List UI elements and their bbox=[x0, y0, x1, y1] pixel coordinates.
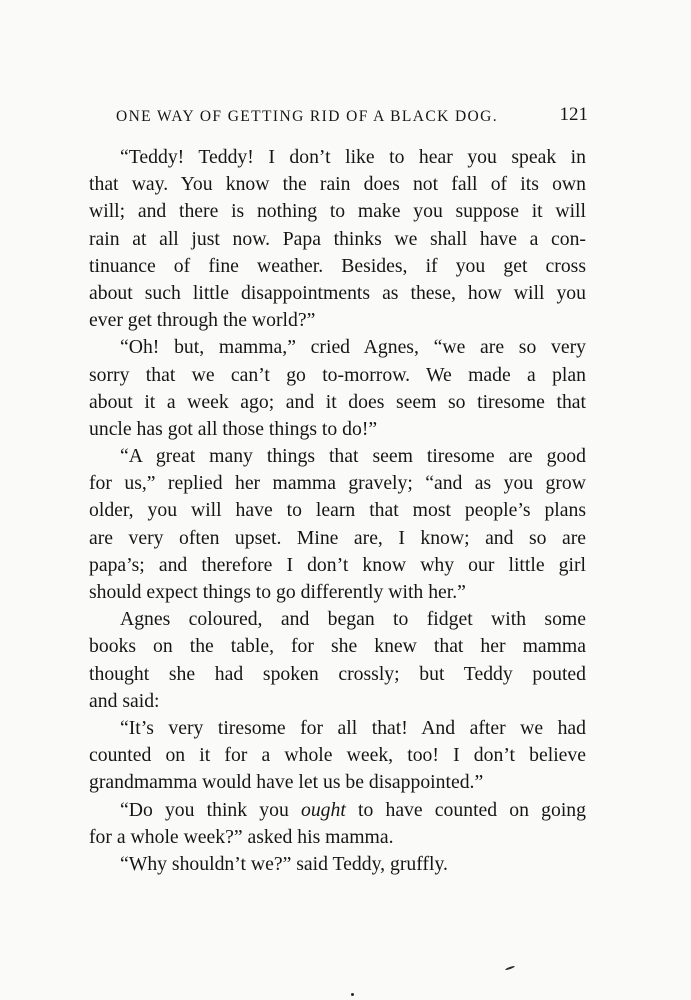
page-number: 121 bbox=[559, 104, 588, 125]
text-line: are very often upset. Mine are, I know; and so are bbox=[89, 526, 586, 549]
text-line: “Teddy! Teddy! I don’t like to hear you speak in bbox=[120, 146, 586, 168]
text-segment: to have counted on going bbox=[345, 798, 586, 821]
text-line: sorry that we can’t go to-morrow. We made a plan bbox=[89, 363, 586, 386]
text-line: older, you will have to learn that most people’s plans bbox=[89, 499, 586, 522]
text-line: that way. You know the rain does not fall of its own bbox=[89, 173, 586, 196]
text-line: counted on it for a whole week, too! I don’t believe bbox=[89, 744, 586, 767]
text-segment: “Do you think you bbox=[120, 798, 301, 821]
paragraph bbox=[89, 606, 586, 715]
text-line: and said: bbox=[89, 689, 160, 712]
paragraph bbox=[89, 443, 586, 606]
text-line bbox=[89, 797, 586, 824]
paragraph bbox=[89, 334, 586, 443]
text-line: ever get through the world?” bbox=[89, 309, 316, 332]
text-line: grandmamma would have let us be disappointed.” bbox=[89, 771, 484, 794]
text-line: thought she had spoken crossly; but Teddy pouted bbox=[89, 662, 586, 685]
paragraph bbox=[89, 715, 586, 797]
text-line: “It’s very tiresome for all that! And after we had bbox=[120, 716, 586, 739]
text-line: papa’s; and therefore I don’t know why our little girl bbox=[89, 553, 586, 576]
text-line: will; and there is nothing to make you suppose it will bbox=[89, 200, 586, 223]
text-line: uncle has got all those things to do!” bbox=[89, 417, 378, 440]
text-line: “Why shouldn’t we?” said Teddy, gruffly. bbox=[120, 852, 448, 875]
ink-speck bbox=[505, 965, 515, 970]
paragraph bbox=[89, 797, 586, 851]
text-line: rain at all just now. Papa thinks we shall have a con- bbox=[89, 227, 586, 250]
text-line: books on the table, for she knew that her mamma bbox=[89, 635, 586, 658]
page-header bbox=[86, 104, 598, 134]
text-line: for a whole week?” asked his mamma. bbox=[89, 825, 394, 848]
paragraph bbox=[89, 144, 586, 334]
text-line: Agnes coloured, and began to fidget with some bbox=[120, 608, 586, 631]
text-line: should expect things to go differently with her.” bbox=[89, 581, 466, 603]
text-line: “A great many things that seem tiresome are good bbox=[120, 445, 586, 468]
text-line: tinuance of fine weather. Besides, if you get cross bbox=[89, 254, 586, 277]
italic-word: ought bbox=[300, 798, 346, 821]
text-line: for us,” replied her mamma gravely; “and as you grow bbox=[89, 472, 586, 495]
body-text bbox=[89, 144, 586, 878]
paragraph bbox=[89, 851, 586, 878]
ink-speck bbox=[351, 993, 354, 996]
running-head: ONE WAY OF GETTING RID OF A BLACK DOG. bbox=[116, 108, 499, 125]
text-line: about such little disappointments as these, how will you bbox=[89, 281, 586, 304]
text-line: about it a week ago; and it does seem so tiresome that bbox=[89, 390, 586, 413]
text-line: “Oh! but, mamma,” cried Agnes, “we are so very bbox=[120, 336, 586, 359]
